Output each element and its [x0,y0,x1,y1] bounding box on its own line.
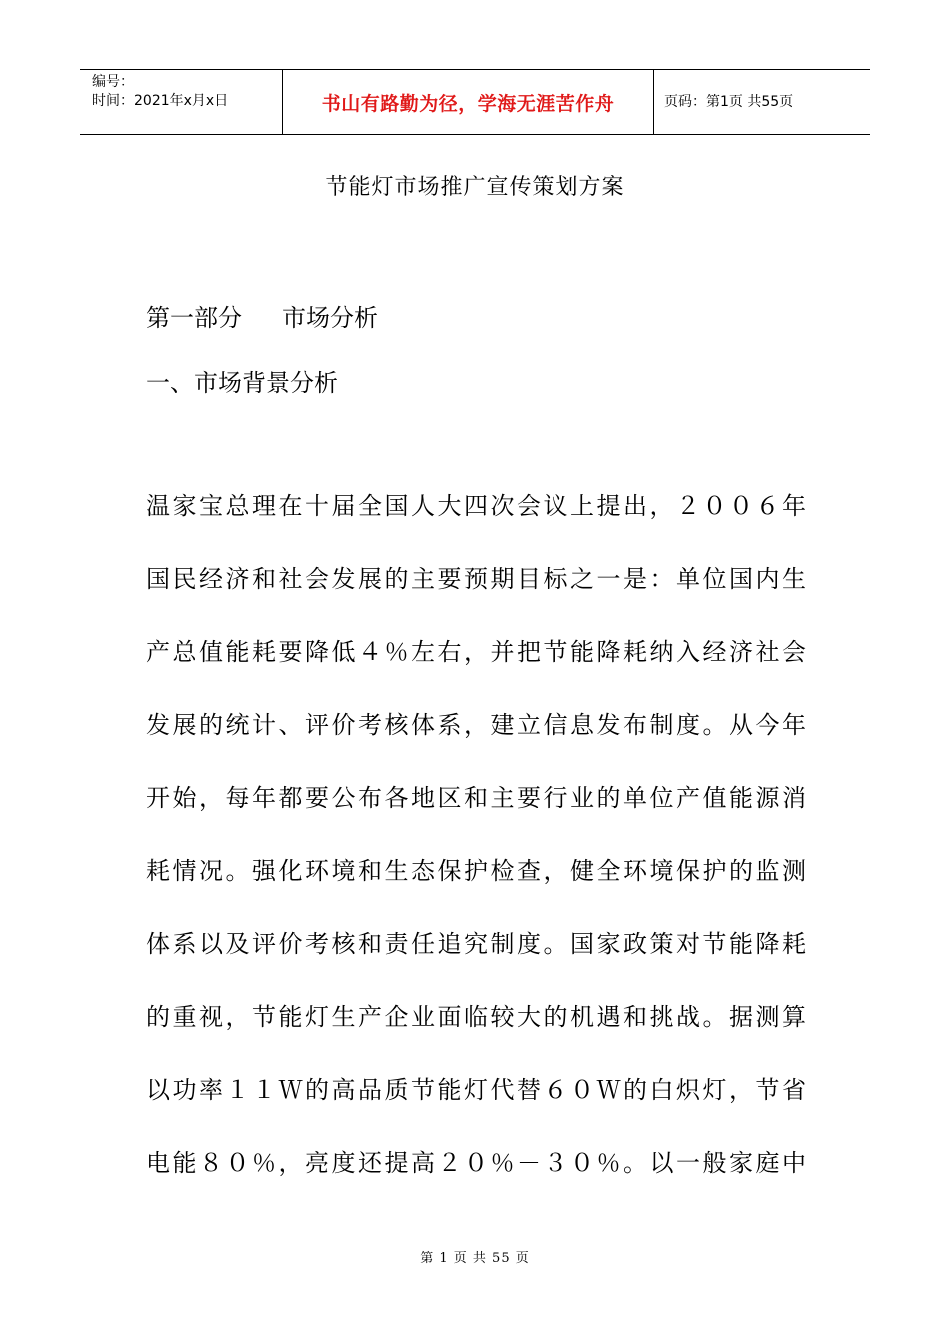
document-title: 节能灯市场推广宣传策划方案 [325,175,625,200]
body-line: 国民经济和社会发展的主要预期目标之一是：单位国内生 [146,565,806,593]
part-name: 市场分析 [282,304,378,332]
section-heading: 一、市场背景分析 [146,369,338,397]
part-number: 第一部分 [146,304,242,332]
body-line: 发展的统计、评价考核体系，建立信息发布制度。从今年 [146,711,806,739]
body-line: 温家宝总理在十届全国人大四次会议上提出，２００６年 [146,492,806,520]
body-line: 电能８０％，亮度还提高２０％－３０％。以一般家庭中 [146,1149,806,1177]
document-date-label: 时间：2021年x月x日 [92,93,229,109]
body-line: 以功率１１Ｗ的高品质节能灯代替６０Ｗ的白炽灯，节省 [146,1076,806,1104]
body-line: 体系以及评价考核和责任追究制度。国家政策对节能降耗 [146,930,806,958]
document-number-label: 编号： [92,74,134,90]
header-meta-cell [80,70,282,134]
header-motto: 书山有路勤为径，学海无涯苦作舟 [321,92,615,115]
header-motto-cell [282,70,654,134]
body-text [146,488,806,1218]
body-line: 耗情况。强化环境和生态保护检查，健全环境保护的监测 [146,857,806,885]
part-heading [146,298,378,333]
header-page-cell [654,70,870,134]
page-footer: 第 1 页 共 55 页 [420,1251,530,1266]
page-header [80,69,870,135]
body-line: 产总值能耗要降低４％左右，并把节能降耗纳入经济社会 [146,638,806,666]
header-page-info: 页码：第1页 共55页 [664,94,794,110]
body-line: 开始，每年都要公布各地区和主要行业的单位产值能源消 [146,784,806,812]
body-line: 的重视，节能灯生产企业面临较大的机遇和挑战。据测算 [146,1003,806,1031]
